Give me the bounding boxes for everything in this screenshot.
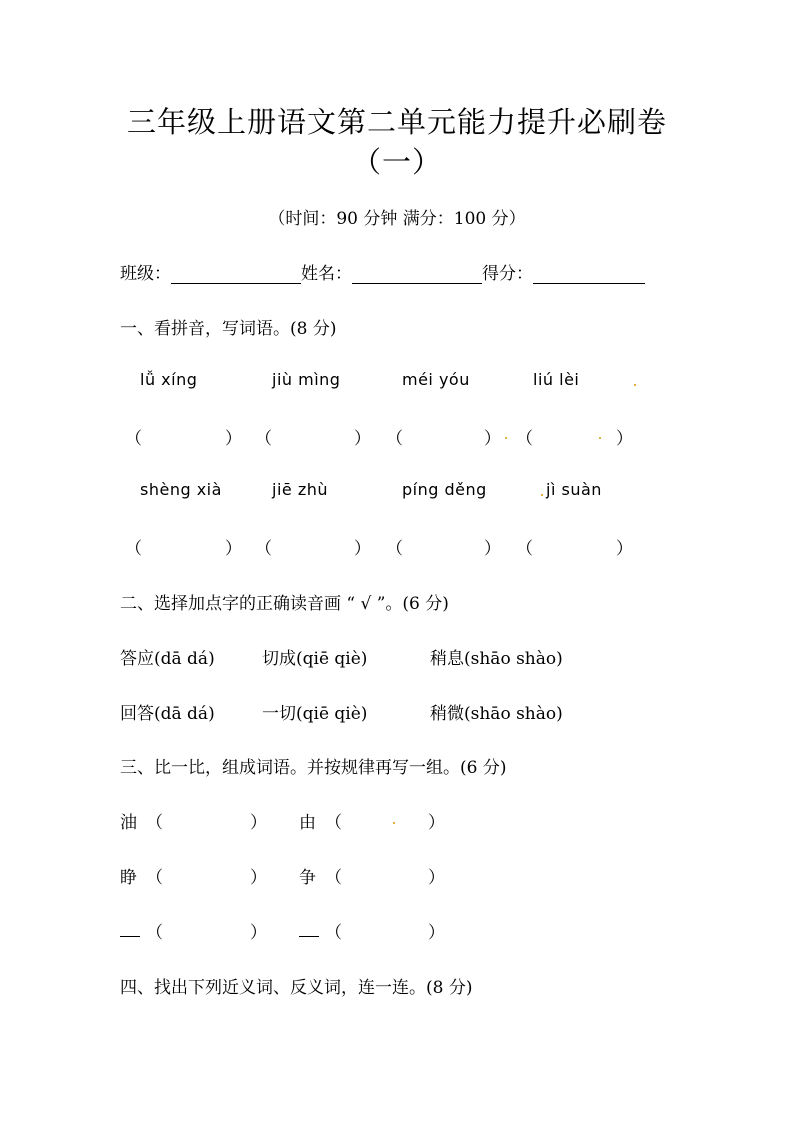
name-label: 姓名：	[301, 264, 352, 284]
speck	[599, 437, 601, 439]
char-zheng: 睁	[120, 868, 137, 888]
word-box-5[interactable]: （	[146, 923, 163, 943]
speck	[634, 384, 636, 386]
answer-box-4-close: ）	[616, 429, 633, 449]
pinyin-8: jì suàn	[546, 480, 602, 499]
pinyin-1: lǚ xíng	[140, 370, 198, 389]
char-zheng2: 争	[299, 868, 316, 888]
time-score-info: （时间：90 分钟 满分：100 分）	[268, 209, 526, 229]
answer-box-6[interactable]: （	[255, 539, 272, 559]
word-box-6-close: ）	[428, 923, 445, 943]
word-box-1[interactable]: （	[146, 813, 163, 833]
pinyin-2: jiù mìng	[272, 370, 341, 389]
section-3-heading: 三、比一比，组成词语。并按规律再写一组。(6 分)	[120, 758, 507, 778]
word-box-4-close: ）	[428, 868, 445, 888]
pinyin-7: píng děng	[402, 480, 487, 499]
reading-choice-4[interactable]: 回答(dā dá)	[120, 704, 215, 724]
page-title-number: （一）	[351, 145, 442, 179]
speck	[393, 822, 395, 824]
section-1-heading: 一、看拼音，写词语。(8 分)	[120, 319, 337, 339]
char-you2: 由	[299, 813, 316, 833]
reading-choice-3[interactable]: 稍息(shāo shào)	[430, 649, 563, 669]
word-box-2[interactable]: （	[325, 813, 342, 833]
answer-box-3[interactable]: （	[386, 429, 403, 449]
reading-choice-6[interactable]: 稍微(shāo shào)	[430, 704, 563, 724]
answer-box-7[interactable]: （	[386, 539, 403, 559]
word-box-6[interactable]: （	[325, 923, 342, 943]
score-label: 得分：	[482, 264, 533, 284]
reading-choice-5[interactable]: 一切(qiē qiè)	[262, 704, 368, 724]
word-box-4[interactable]: （	[325, 868, 342, 888]
reading-choice-1[interactable]: 答应(dā dá)	[120, 649, 215, 669]
info-row	[120, 259, 645, 284]
page-title: 三年级上册语文第二单元能力提升必刷卷	[126, 105, 667, 139]
word-box-2-close: ）	[428, 813, 445, 833]
word-box-3-close: ）	[250, 868, 267, 888]
class-label: 班级：	[120, 264, 171, 284]
section-2-heading: 二、选择加点字的正确读音画 “ √ ”。(6 分)	[120, 594, 449, 614]
answer-box-2[interactable]: （	[255, 429, 272, 449]
answer-box-7-close: ）	[484, 539, 501, 559]
word-box-5-close: ）	[250, 923, 267, 943]
answer-box-1[interactable]: （	[125, 429, 142, 449]
custom-char-blank-1[interactable]	[120, 918, 146, 937]
answer-box-1-close: ）	[225, 429, 242, 449]
pinyin-5: shèng xià	[140, 480, 222, 499]
name-blank[interactable]	[352, 265, 482, 284]
char-you: 油	[120, 813, 137, 833]
custom-char-blank-2[interactable]	[299, 918, 325, 937]
word-box-1-close: ）	[250, 813, 267, 833]
answer-box-8[interactable]: （	[516, 539, 533, 559]
reading-choice-2[interactable]: 切成(qiē qiè)	[262, 649, 368, 669]
pinyin-6: jiē zhù	[272, 480, 328, 499]
class-blank[interactable]	[171, 265, 301, 284]
answer-box-5-close: ）	[225, 539, 242, 559]
speck	[541, 494, 543, 496]
answer-box-5[interactable]: （	[125, 539, 142, 559]
speck	[505, 437, 507, 439]
word-box-3[interactable]: （	[146, 868, 163, 888]
answer-box-3-close: ）	[484, 429, 501, 449]
score-blank[interactable]	[533, 265, 645, 284]
pinyin-4: liú lèi	[533, 370, 580, 389]
section-4-heading: 四、找出下列近义词、反义词，连一连。(8 分)	[120, 978, 473, 998]
answer-box-4[interactable]: （	[516, 429, 533, 449]
answer-box-2-close: ）	[354, 429, 371, 449]
pinyin-3: méi yóu	[402, 370, 470, 389]
answer-box-8-close: ）	[616, 539, 633, 559]
answer-box-6-close: ）	[354, 539, 371, 559]
